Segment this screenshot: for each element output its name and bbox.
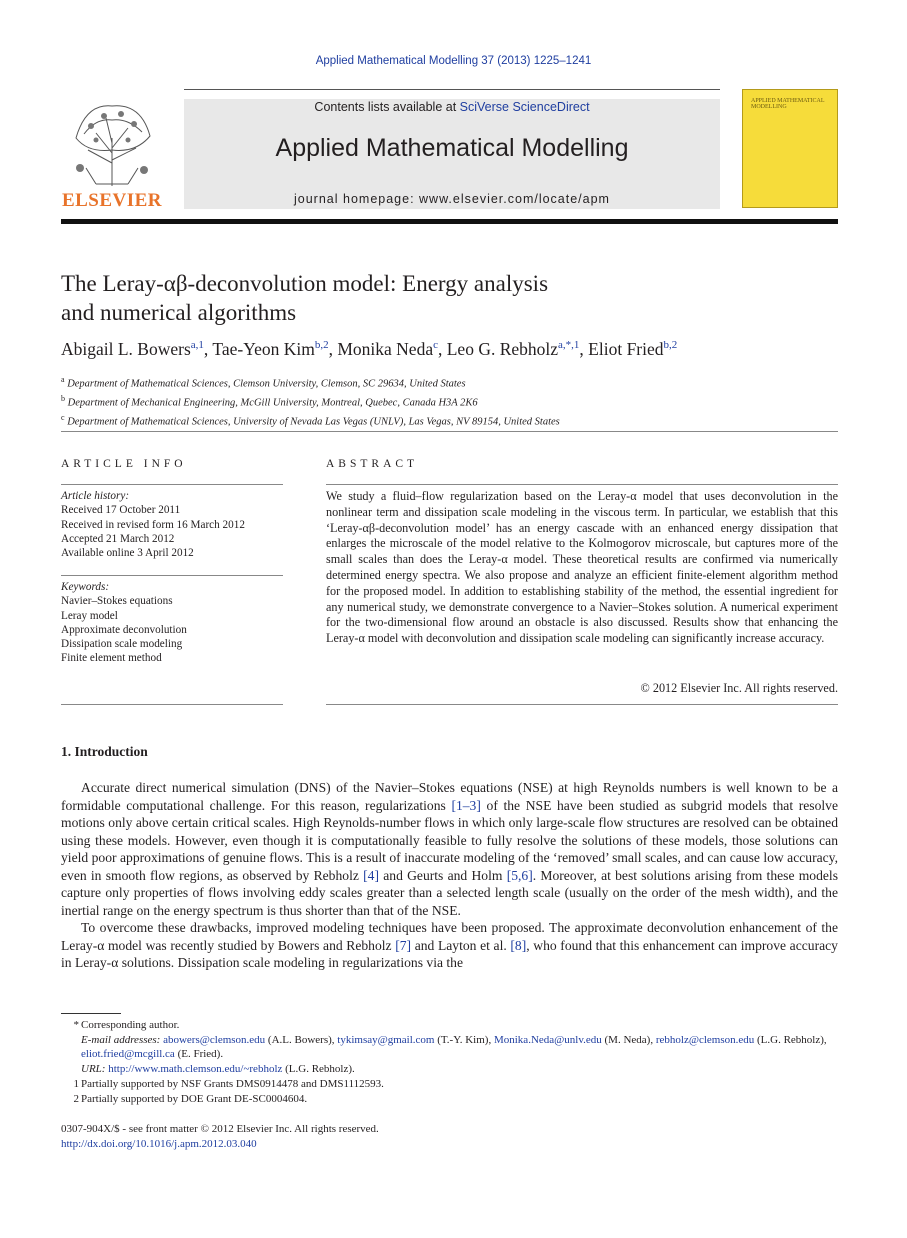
intro-paragraph bbox=[61, 779, 838, 919]
author-separator: , bbox=[203, 339, 213, 359]
footnote-corresponding bbox=[61, 1018, 838, 1033]
intro-text: Accurate direct numerical simulation (DNS) of the Navier–Stokes equations (NSE) at high Reynolds numbers is well known to be a formidable computational challenge. For this reason, regularizations bbox=[61, 780, 838, 813]
article-title-line2: and numerical algorithms bbox=[61, 300, 297, 325]
footnote-mark: * bbox=[73, 1019, 79, 1031]
author-affil-marker[interactable]: b,2 bbox=[663, 339, 678, 352]
footnote-divider bbox=[61, 1013, 121, 1014]
abstract-rule bbox=[326, 484, 838, 485]
keyword-item: Finite element method bbox=[61, 652, 162, 665]
journal-title: Applied Mathematical Modelling bbox=[275, 134, 629, 162]
history-item: Available online 3 April 2012 bbox=[61, 547, 194, 560]
affiliation-text: Department of Mathematical Sciences, Clemson University, Clemson, SC 29634, United States bbox=[67, 378, 466, 390]
history-item: Received 17 October 2011 bbox=[61, 504, 181, 517]
journal-cover-thumbnail[interactable] bbox=[742, 89, 838, 208]
reference-link[interactable]: [5,6] bbox=[506, 867, 533, 883]
email-link[interactable]: Monika.Neda@unlv.edu bbox=[493, 1033, 602, 1046]
elsevier-tree-icon bbox=[66, 98, 158, 188]
footnote-mark: 2 bbox=[73, 1092, 79, 1105]
keyword-item: Leray model bbox=[61, 609, 118, 622]
reference-link[interactable]: [1–3] bbox=[451, 797, 481, 813]
keywords-list bbox=[61, 580, 283, 666]
footnote-emails bbox=[61, 1033, 838, 1062]
footnotes bbox=[61, 1018, 838, 1106]
journal-homepage[interactable]: journal homepage: www.elsevier.com/locate/apm bbox=[294, 192, 610, 206]
abstract-bottom-rule bbox=[326, 704, 838, 705]
abstract-label: ABSTRACT bbox=[326, 458, 419, 470]
affiliation-item bbox=[61, 373, 841, 392]
author-affil-marker[interactable]: c bbox=[433, 339, 438, 352]
keyword-item: Navier–Stokes equations bbox=[61, 595, 173, 608]
history-item: Accepted 21 March 2012 bbox=[61, 532, 175, 545]
email-label: E-mail addresses: bbox=[81, 1033, 161, 1046]
email-link[interactable]: abowers@clemson.edu bbox=[163, 1033, 266, 1046]
cover-title: APPLIED MATHEMATICAL MODELLING bbox=[751, 98, 825, 110]
contents-line bbox=[184, 100, 720, 114]
author-affil-marker[interactable]: a,*,1 bbox=[558, 339, 580, 352]
affiliation-mark: c bbox=[61, 413, 65, 422]
footnote-text: Corresponding author. bbox=[81, 1019, 180, 1031]
footnote-text: Partially supported by NSF Grants DMS0914478 and DMS1112593. bbox=[81, 1077, 384, 1090]
history-item: Received in revised form 16 March 2012 bbox=[61, 518, 245, 531]
author-separator: , bbox=[437, 339, 447, 359]
intro-paragraph bbox=[61, 919, 838, 972]
footnote-mark: 1 bbox=[73, 1077, 79, 1090]
url-label: URL: bbox=[81, 1063, 106, 1076]
keyword-item: Dissipation scale modeling bbox=[61, 638, 183, 651]
abstract-text: We study a fluid–flow regularization based on the Leray-α model that uses deconvolution in the nonlinear term and dissipation scale modeling in the viscous term. In particular, we establish that this ‘Leray-αβ-deconvolution model’ has an energy cascade with an enhanced energy dissipation that enlarges the microscale of the model relative to the Kolmogorov microscale, but captures more of the small scales than does the Leray-α model. These theoretical results are confirmed via numerically determined energy spectra. We also propose and analyze an efficient finite-element algorithm method for the proposed model. In addition to establishing stability of the method, the essential ingredient for any numerical study, we demonstrate convergence to a Navier–Stokes solution. A numerical experiment for the two-dimensional flow around an obstacle is also discussed. Results show that enhancing the Leray-α model with deconvolution and dissipation scale modeling can significantly increase accuracy. bbox=[326, 489, 838, 646]
affiliation-item bbox=[61, 411, 841, 430]
author-name[interactable]: Leo G. Rebholz bbox=[446, 339, 559, 359]
email-link[interactable]: eliot.fried@mcgill.ca bbox=[81, 1048, 175, 1061]
journal-citation[interactable]: Applied Mathematical Modelling 37 (2013) 1225–1241 bbox=[315, 55, 592, 67]
article-title bbox=[61, 269, 681, 327]
keyword-item: Approximate deconvolution bbox=[61, 623, 187, 636]
author-list bbox=[61, 339, 841, 360]
email-owner: (L.G. Rebholz), bbox=[754, 1033, 827, 1046]
section-heading-introduction: 1. Introduction bbox=[61, 744, 148, 759]
author-separator: , bbox=[579, 339, 589, 359]
intro-text: and Layton et al. bbox=[411, 937, 511, 953]
author-affil-marker[interactable]: b,2 bbox=[314, 339, 329, 352]
homepage-url-link[interactable]: http://www.math.clemson.edu/~rebholz bbox=[108, 1063, 283, 1076]
reference-link[interactable]: [8] bbox=[510, 937, 527, 953]
email-owner: (A.L. Bowers), bbox=[265, 1033, 338, 1046]
introduction-body bbox=[61, 779, 838, 972]
footnote-url bbox=[61, 1062, 838, 1077]
sciencedirect-link[interactable]: SciVerse ScienceDirect bbox=[459, 100, 590, 114]
intro-text: To overcome these drawbacks, improved modeling techniques have been proposed. The approximate deconvolution enhancement of the Leray-α model was recently studied by Bowers and Rebholz bbox=[61, 920, 838, 953]
header-divider bbox=[61, 219, 838, 224]
author-name[interactable]: Eliot Fried bbox=[588, 339, 664, 359]
masthead-rule bbox=[184, 89, 720, 90]
intro-text: . Moreover, at best solutions arising from these models capture only properties of flows involving eddy scales greater than a selected length scale (usually on the order of the mesh width), and the inertial range on the energy spectrum is thus shorter than that of the NSE. bbox=[61, 867, 838, 918]
author-name[interactable]: Monika Neda bbox=[337, 339, 434, 359]
abstract-copyright: © 2012 Elsevier Inc. All rights reserved. bbox=[640, 681, 838, 695]
intro-text: of the NSE have been studied as subgrid models that resolve motions only above certain critical scales. High Reynolds-number flows in which only large-scale flow structures are resolved can be obtained using these models. However, even though it is computationally feasible to fully resolve the solutions of these models, those solutions can yield poor approximations of genuine flows. This is a result of inaccurate modeling of the ‘removed’ small scales, and can cause low accuracy, even in smooth flow regions, as observed by Rebholz bbox=[61, 797, 838, 883]
author-affil-marker[interactable]: a,1 bbox=[190, 339, 204, 352]
email-owner: (T.-Y. Kim), bbox=[434, 1033, 494, 1046]
doi-link[interactable]: http://dx.doi.org/10.1016/j.apm.2012.03.040 bbox=[61, 1137, 257, 1150]
intro-text: and Geurts and Holm bbox=[378, 867, 507, 883]
keywords-heading: Keywords: bbox=[61, 581, 110, 593]
intro-text: , who found that this enhancement can improve accuracy in Leray-α solutions. Dissipation scale modeling in regularizations via the bbox=[61, 937, 838, 970]
affiliation-mark: a bbox=[61, 375, 65, 384]
affiliation-list bbox=[61, 373, 841, 430]
front-matter bbox=[61, 1122, 379, 1151]
article-info-bottom-rule bbox=[61, 704, 283, 705]
author-name[interactable]: Tae-Yeon Kim bbox=[212, 339, 315, 359]
issn-line: 0307-904X/$ - see front matter © 2012 Elsevier Inc. All rights reserved. bbox=[61, 1123, 379, 1135]
author-separator: , bbox=[328, 339, 338, 359]
contents-prefix: Contents lists available at bbox=[314, 100, 460, 114]
affiliation-text: Department of Mechanical Engineering, McGill University, Montreal, Quebec, Canada H3A 2K6 bbox=[67, 397, 478, 409]
url-owner: (L.G. Rebholz). bbox=[282, 1063, 355, 1076]
affiliation-item bbox=[61, 392, 841, 411]
footnote-2 bbox=[61, 1092, 838, 1107]
email-link[interactable]: tykimsay@gmail.com bbox=[337, 1033, 435, 1046]
keywords-rule bbox=[61, 575, 283, 576]
elsevier-logo bbox=[60, 98, 164, 212]
footnote-text: Partially supported by DOE Grant DE-SC0004604. bbox=[81, 1092, 308, 1105]
history-heading: Article history: bbox=[61, 490, 130, 502]
affiliation-mark: b bbox=[61, 394, 65, 403]
article-info-rule bbox=[61, 484, 283, 485]
affiliation-text: Department of Mathematical Sciences, University of Nevada Las Vegas (UNLV), Las Vegas, NV 89154, United States bbox=[67, 416, 560, 428]
footnote-1 bbox=[61, 1077, 838, 1092]
affiliation-divider bbox=[61, 431, 838, 432]
article-info-label: ARTICLE INFO bbox=[61, 458, 187, 470]
elsevier-wordmark: ELSEVIER bbox=[61, 190, 163, 211]
article-history bbox=[61, 489, 283, 560]
author-name[interactable]: Abigail L. Bowers bbox=[61, 339, 191, 359]
email-owner: (E. Fried). bbox=[174, 1048, 224, 1061]
email-owner: (M. Neda), bbox=[601, 1033, 656, 1046]
reference-link[interactable]: [4] bbox=[363, 867, 379, 883]
email-link[interactable]: rebholz@clemson.edu bbox=[655, 1033, 755, 1046]
article-title-line1: The Leray-αβ-deconvolution model: Energy analysis bbox=[61, 271, 549, 296]
reference-link[interactable]: [7] bbox=[395, 937, 412, 953]
